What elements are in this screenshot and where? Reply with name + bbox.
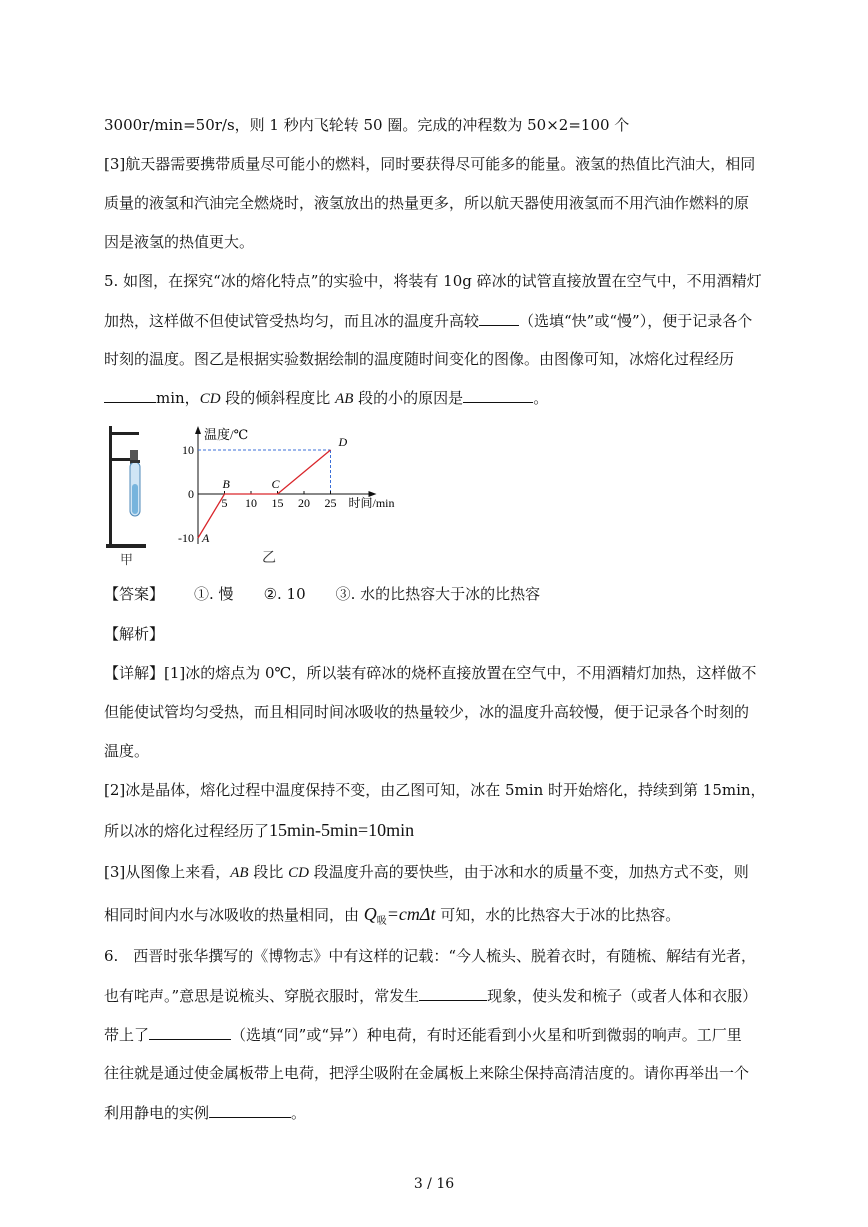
equation: 15min-5min=10min bbox=[269, 820, 415, 840]
text-line: 【详解】[1]冰的熔点为 0℃，所以装有碎冰的烧杯直接放置在空气中，不用酒精灯加热，这样做不 bbox=[104, 664, 757, 682]
text-segment: 段的倾斜程度比 bbox=[220, 389, 336, 407]
text-segment: 。 bbox=[533, 389, 549, 407]
text-segment: 也有咤声。”意思是说梳头、穿脱衣服时，常发生 bbox=[104, 987, 420, 1005]
text-line: 往往就是通过使金属板带上电荷，把浮尘吸附在金属板上来除尘保持高清洁度的。请你再举出一个 bbox=[104, 1064, 750, 1082]
answer-blank[interactable] bbox=[104, 387, 156, 403]
text-line bbox=[104, 904, 680, 932]
apparatus-figure bbox=[100, 420, 160, 570]
point-label: D bbox=[338, 435, 348, 449]
y-axis-arrow bbox=[195, 426, 201, 434]
text-segment: 利用静电的实例 bbox=[104, 1104, 210, 1122]
answer-3: ③. 水的比热容大于冰的比热容 bbox=[335, 585, 541, 603]
answer-1: ①. 慢 bbox=[194, 585, 234, 603]
text-line bbox=[104, 985, 757, 1006]
segment-label: CD bbox=[199, 391, 221, 407]
segment-label: AB bbox=[230, 865, 249, 881]
answer-line bbox=[104, 584, 540, 604]
y-tick-label: -10 bbox=[178, 531, 194, 545]
clamp-arm bbox=[109, 432, 139, 435]
y-tick-label: 10 bbox=[182, 443, 194, 457]
answer-blank[interactable] bbox=[209, 1102, 291, 1118]
page-number: 3 / 16 bbox=[413, 1176, 455, 1192]
text-segment: 相同时间内水与冰吸收的热量相同，由 bbox=[104, 906, 364, 924]
text-line: 因是液氢的热值更大。 bbox=[104, 233, 255, 251]
x-tick-label: 15 bbox=[271, 496, 284, 510]
text-segment: 段比 bbox=[248, 863, 289, 881]
figure-caption-left: 甲 bbox=[120, 553, 134, 568]
text-segment: 现象，使头发和梳子（或者人体和衣服） bbox=[487, 987, 758, 1005]
formula: =cmΔt bbox=[386, 904, 436, 924]
text-segment: 所以冰的熔化过程经历了 bbox=[104, 822, 270, 840]
figure-caption-right: 乙 bbox=[262, 550, 276, 566]
text-segment: 。 bbox=[291, 1104, 307, 1122]
text-segment: 段的小的原因是 bbox=[353, 389, 464, 407]
text-line: 3000r/min=50r/s，则 1 秒内飞轮转 50 圈。完成的冲程数为 50×2=100 个 bbox=[104, 116, 630, 134]
x-tick-label: 10 bbox=[245, 496, 257, 510]
question-5-stem: 5. 如图，在探究“冰的熔化特点”的实验中，将装有 10g 碎冰的试管直接放置在空气中，不用酒精灯 bbox=[104, 272, 762, 290]
text-line: 但能使试管均匀受热，而且相同时间冰吸收的热量较少，冰的温度升高较慢，便于记录各个时刻的 bbox=[104, 703, 750, 721]
x-axis-label: 时间/min bbox=[348, 496, 395, 510]
x-tick-label: 25 bbox=[324, 496, 337, 510]
answer-blank[interactable] bbox=[479, 310, 519, 326]
temperature-time-chart bbox=[170, 422, 410, 552]
text-segment: 加热，这样做不但使试管受热均匀，而且冰的温度升高较 bbox=[104, 312, 480, 330]
text-line: [2]冰是晶体，熔化过程中温度保持不变，由乙图可知，冰在 5min 时开始熔化，持续到第 15min， bbox=[104, 781, 766, 799]
answer-blank[interactable] bbox=[463, 387, 533, 403]
text-line bbox=[104, 1024, 742, 1045]
text-line bbox=[104, 310, 752, 331]
x-tick-label: 20 bbox=[298, 496, 310, 510]
formula-q: Q bbox=[363, 904, 377, 924]
answer-blank[interactable] bbox=[149, 1024, 231, 1040]
text-line bbox=[104, 820, 414, 841]
stand-rod bbox=[109, 426, 112, 546]
text-segment: （选填“快”或“慢”），便于记录各个 bbox=[519, 312, 753, 330]
text-segment: 段温度升高的要快些，由于冰和水的质量不变，加热方式不变，则 bbox=[308, 863, 749, 881]
segment-label: AB bbox=[335, 391, 354, 407]
text-segment: （选填“同”或“异”）种电荷，有时还能看到小火星和听到微弱的响声。工厂里 bbox=[231, 1026, 742, 1044]
y-axis-label: 温度/℃ bbox=[204, 427, 249, 442]
point-label: C bbox=[271, 477, 280, 491]
text-line: 温度。 bbox=[104, 742, 150, 760]
text-line bbox=[104, 387, 548, 409]
tube-stopper bbox=[130, 460, 140, 463]
answer-label: 【答案】 bbox=[104, 585, 165, 603]
segment-label: CD bbox=[288, 865, 309, 881]
text-segment: 带上了 bbox=[104, 1026, 150, 1044]
point-label: A bbox=[202, 531, 210, 545]
text-line bbox=[104, 862, 749, 883]
crushed-ice bbox=[132, 484, 138, 514]
text-line: 时刻的温度。图乙是根据实验数据绘制的温度随时间变化的图像。由图像可知，冰熔化过程经历 bbox=[104, 350, 735, 368]
text-line bbox=[104, 1102, 306, 1123]
text-segment: [3]从图像上来看， bbox=[104, 863, 231, 881]
text-line: 质量的液氢和汽油完全燃烧时，液氢放出的热量更多，所以航天器使用液氢而不用汽油作燃料的原 bbox=[104, 194, 750, 212]
answer-2: ②. 10 bbox=[263, 585, 306, 603]
x-tick-label: 5 bbox=[221, 496, 228, 510]
y-tick-label: 0 bbox=[188, 487, 194, 501]
text-line: [3]航天器需要携带质量尽可能小的燃料，同时要获得尽可能多的能量。液氢的热值比汽油大，相同 bbox=[104, 155, 756, 173]
answer-blank[interactable] bbox=[419, 985, 487, 1001]
text-segment: 可知，水的比热容大于冰的比热容。 bbox=[435, 906, 681, 924]
formula-subscript: 吸 bbox=[376, 916, 387, 927]
text-segment: min， bbox=[156, 389, 200, 407]
analysis-label: 【解析】 bbox=[104, 625, 165, 643]
point-label: B bbox=[222, 477, 230, 491]
question-6-stem: 6. 西晋时张华撰写的《博物志》中有这样的记载：“今人梳头、脱着衣时，有随梳、解结有光者， bbox=[104, 947, 756, 965]
